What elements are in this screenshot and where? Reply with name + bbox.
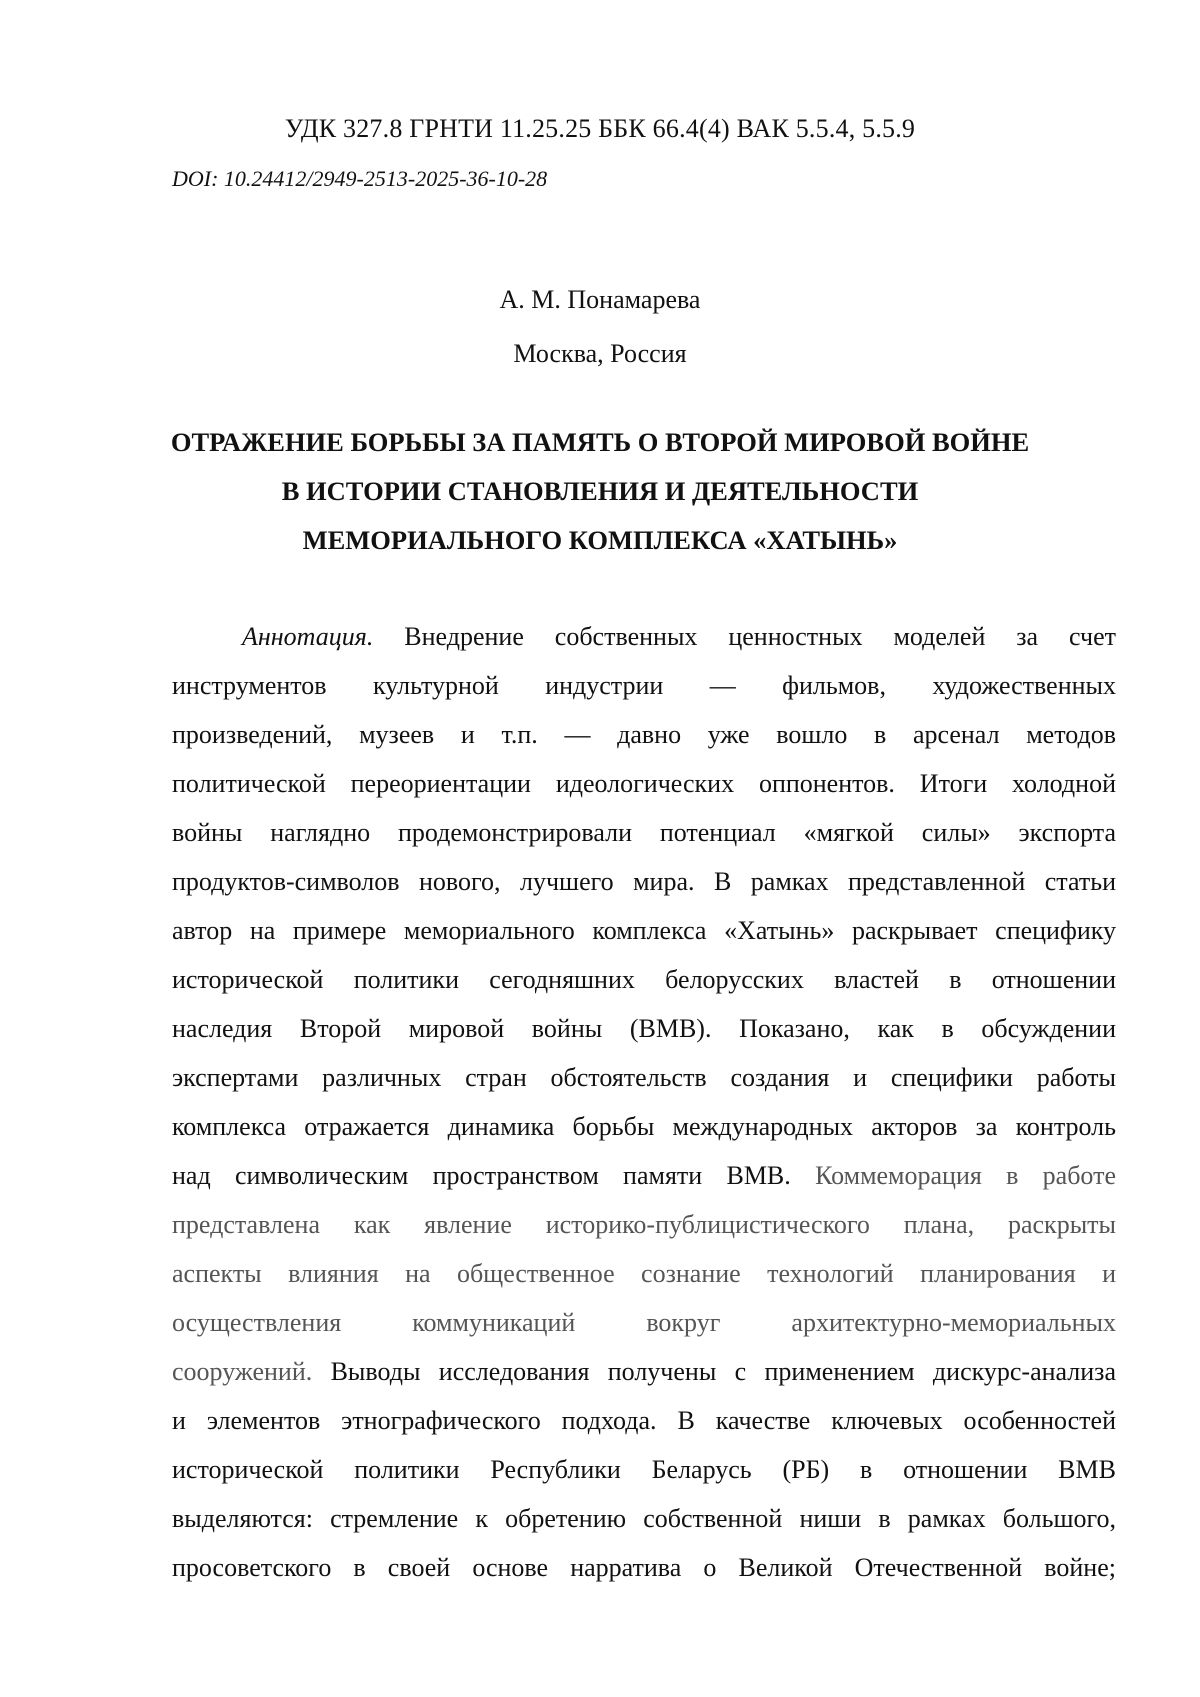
abstract-line: экспертами различных стран обстоятельств создания и специфики работы [172, 1053, 1116, 1102]
abstract-label: Аннотация. [242, 622, 373, 651]
abstract-line: наследия Второй мировой войны (ВМВ). Показано, как в обсуждении [172, 1004, 1116, 1053]
abstract-line [172, 1347, 1116, 1396]
abstract-line: осуществления коммуникаций вокруг архитектурно-мемориальных [172, 1298, 1116, 1347]
abstract-line [172, 1151, 1116, 1200]
abstract-line: исторической политики сегодняшних белорусских властей в отношении [172, 955, 1116, 1004]
title-line: ОТРАЖЕНИЕ БОРЬБЫ ЗА ПАМЯТЬ О ВТОРОЙ МИРОВОЙ ВОЙНЕ [150, 418, 1050, 467]
title-line: МЕМОРИАЛЬНОГО КОМПЛЕКСА «ХАТЫНЬ» [150, 516, 1050, 565]
article-title [150, 418, 1050, 565]
abstract-line: автор на примере мемориального комплекса «Хатынь» раскрывает специфику [172, 906, 1116, 955]
author-location: Москва, Россия [0, 339, 1200, 369]
abstract-text: Выводы исследования получены с применением дискурс-анализа [331, 1357, 1116, 1386]
title-line: В ИСТОРИИ СТАНОВЛЕНИЯ И ДЕЯТЕЛЬНОСТИ [150, 467, 1050, 516]
udk-codes: УДК 327.8 ГРНТИ 11.25.25 ББК 66.4(4) ВАК 5.5.4, 5.5.9 [0, 114, 1200, 144]
abstract-text: Внедрение собственных ценностных моделей за счет [404, 622, 1116, 651]
author-name: А. М. Понамарева [0, 285, 1200, 315]
abstract-line: политической переориентации идеологических оппонентов. Итоги холодной [172, 759, 1116, 808]
abstract-line: просоветского в своей основе нарратива о Великой Отечественной войне; [172, 1543, 1116, 1592]
abstract-text-faded: Коммеморация в работе [815, 1161, 1116, 1190]
abstract-text-faded: сооружений. [172, 1357, 312, 1386]
abstract-line: представлена как явление историко-публицистического плана, раскрыты [172, 1200, 1116, 1249]
abstract-line: выделяются: стремление к обретению собственной ниши в рамках большого, [172, 1494, 1116, 1543]
abstract-line: произведений, музеев и т.п. — давно уже вошло в арсенал методов [172, 710, 1116, 759]
abstract-text: над символическим пространством памяти ВМВ. [172, 1161, 791, 1190]
doi: DOI: 10.24412/2949-2513-2025-36-10-28 [172, 166, 547, 192]
abstract-line: и элементов этнографического подхода. В качестве ключевых особенностей [172, 1396, 1116, 1445]
abstract [172, 612, 1116, 1592]
abstract-line: комплекса отражается динамика борьбы международных акторов за контроль [172, 1102, 1116, 1151]
abstract-line: войны наглядно продемонстрировали потенциал «мягкой силы» экспорта [172, 808, 1116, 857]
abstract-line: исторической политики Республики Беларусь (РБ) в отношении ВМВ [172, 1445, 1116, 1494]
abstract-line [172, 612, 1116, 661]
abstract-line: инструментов культурной индустрии — фильмов, художественных [172, 661, 1116, 710]
abstract-line: аспекты влияния на общественное сознание технологий планирования и [172, 1249, 1116, 1298]
abstract-line: продуктов-символов нового, лучшего мира. В рамках представленной статьи [172, 857, 1116, 906]
